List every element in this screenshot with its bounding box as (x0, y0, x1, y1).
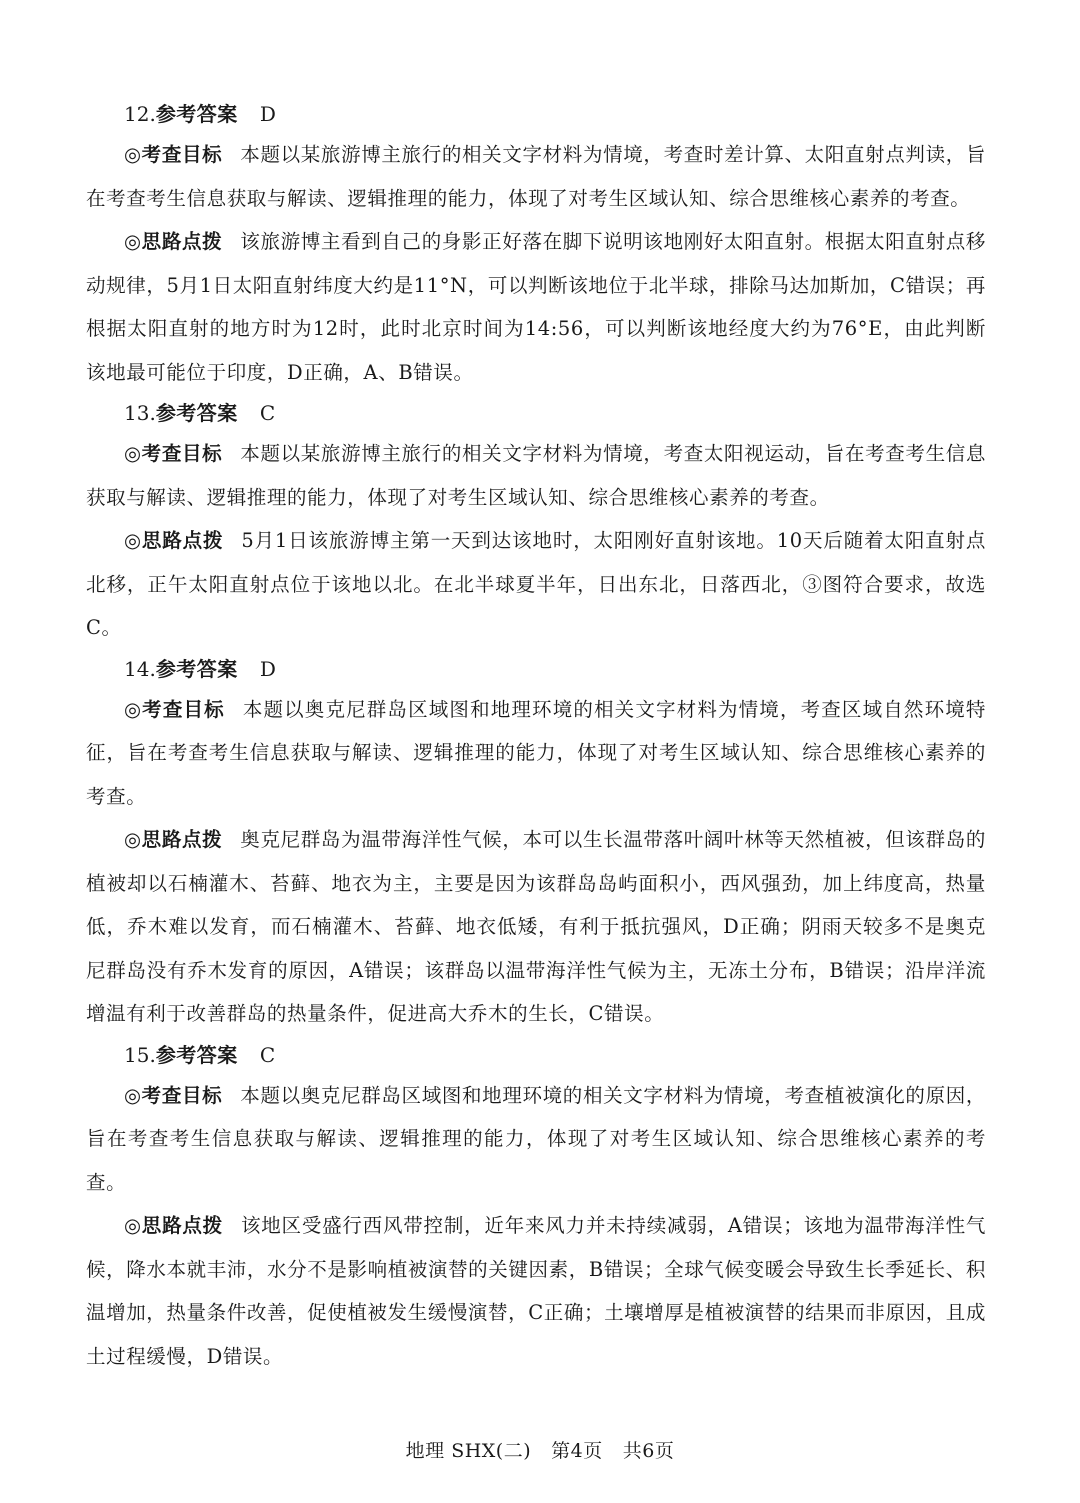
goal-text: 本题以奥克尼群岛区域图和地理环境的相关文字材料为情境，考查植被演化的原因，旨在考查考生信息获取与解读、逻辑推理的能力，体现了对考生区域认知、综合思维核心素养的考查。 (86, 1083, 987, 1194)
hint-label: ◎思路点拨 (124, 529, 224, 552)
goal-label: ◎考查目标 (124, 143, 223, 166)
hint-label: ◎思路点拨 (124, 828, 223, 851)
goal-text: 本题以某旅游博主旅行的相关文字材料为情境，考查太阳视运动，旨在考查考生信息获取与解读、逻辑推理的能力，体现了对考生区域认知、综合思维核心素养的考查。 (86, 442, 987, 509)
hint-label: ◎思路点拨 (124, 1214, 223, 1237)
answer-value: D (259, 102, 276, 126)
answer-page (86, 95, 986, 1378)
hint-paragraph (86, 519, 986, 650)
goal-paragraph (86, 432, 986, 519)
answer-label: 参考答案 (155, 401, 238, 425)
question-14 (86, 650, 986, 1036)
answer-label: 参考答案 (155, 1042, 238, 1067)
answer-line (86, 650, 986, 688)
goal-text: 本题以某旅游博主旅行的相关文字材料为情境，考查时差计算、太阳直射点判读，旨在考查考生信息获取与解读、逻辑推理的能力，体现了对考生区域认知、综合思维核心素养的考查。 (86, 143, 987, 210)
page-footer (0, 1436, 1080, 1463)
answer-value: C (259, 1042, 276, 1067)
footer-subject: 地理 SHX(二) (405, 1440, 532, 1462)
question-number: 12. (124, 102, 156, 126)
footer-total-pages: 共6页 (622, 1440, 675, 1462)
hint-paragraph (86, 220, 986, 394)
hint-label: ◎思路点拨 (124, 230, 223, 253)
question-13 (86, 394, 986, 650)
goal-label: ◎考查目标 (124, 1083, 223, 1107)
hint-text: 该地区受盛行西风带控制，近年来风力并未持续减弱，A错误；该地为温带海洋性气候，降水本就丰沛，水分不是影响植被演替的关键因素，B错误；全球气候变暖会导致生长季延长、积温增加，热量条件改善，促使植被发生缓慢演替，C正确；土壤增厚是植被演替的结果而非原因，且成土过程缓慢，D错误。 (86, 1214, 986, 1368)
question-15 (86, 1036, 986, 1379)
question-number: 13. (124, 401, 156, 425)
hint-paragraph (86, 1204, 986, 1378)
question-12 (86, 95, 986, 394)
goal-paragraph (86, 688, 986, 819)
answer-label: 参考答案 (155, 656, 238, 681)
hint-text: 该旅游博主看到自己的身影正好落在脚下说明该地刚好太阳直射。根据太阳直射点移动规律，5月1日太阳直射纬度大约是11°N，可以判断该地位于北半球，排除马达加斯加，C错误；再根据太阳直射的地方时为12时，此时北京时间为14:56，可以判断该地经度大约为76°E，由此判断该地最可能位于印度，D正确，A、B错误。 (86, 230, 987, 384)
goal-text: 本题以奥克尼群岛区域图和地理环境的相关文字材料为情境，考查区域自然环境特征，旨在考查考生信息获取与解读、逻辑推理的能力，体现了对考生区域认知、综合思维核心素养的考查。 (86, 697, 986, 808)
hint-text: 奥克尼群岛为温带海洋性气候，本可以生长温带落叶阔叶林等天然植被，但该群岛的植被却以石楠灌木、苔藓、地衣为主，主要是因为该群岛岛屿面积小，西风强劲，加上纬度高，热量低，乔木难以发育，而石楠灌木、苔藓、地衣低矮，有利于抵抗强风，D正确；阴雨天较多不是奥克尼群岛没有乔木发育的原因，A错误；该群岛以温带海洋性气候为主，无冻土分布，B错误；沿岸洋流增温有利于改善群岛的热量条件，促进高大乔木的生长，C错误。 (86, 828, 987, 1025)
answer-label: 参考答案 (155, 102, 238, 126)
goal-paragraph (86, 133, 986, 220)
hint-paragraph (86, 818, 986, 1036)
goal-paragraph (86, 1074, 986, 1205)
answer-value: C (259, 401, 276, 425)
answer-value: D (259, 656, 276, 681)
answer-line (86, 1036, 986, 1074)
goal-label: ◎考查目标 (124, 697, 225, 721)
question-number: 15. (124, 1042, 156, 1067)
footer-page-number: 第4页 (551, 1440, 603, 1462)
answer-line (86, 95, 986, 133)
goal-label: ◎考查目标 (124, 442, 223, 465)
hint-text: 5月1日该旅游博主第一天到达该地时，太阳刚好直射该地。10天后随着太阳直射点北移，正午太阳直射点位于该地以北。在北半球夏半年，日出东北，日落西北，③图符合要求，故选C。 (86, 529, 986, 639)
answer-line (86, 394, 986, 432)
question-number: 14. (124, 656, 156, 681)
